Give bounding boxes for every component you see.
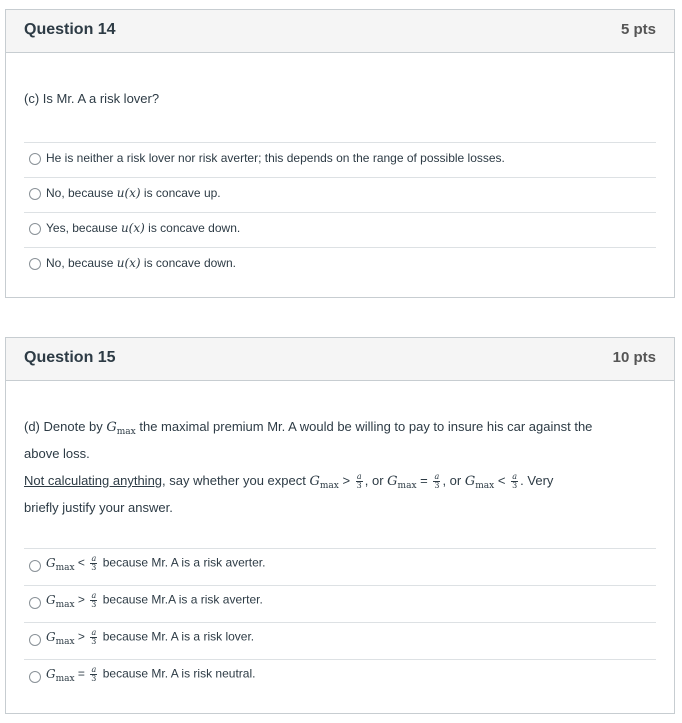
radio-button[interactable]: [29, 188, 41, 200]
answer-label: $G_{max}$ > $\frac{a}{3}$ because Mr.A is a risk averter.: [46, 591, 263, 610]
answer-list: [24, 142, 656, 282]
answer-option[interactable]: [24, 659, 656, 696]
question-title: Question 14: [24, 21, 116, 38]
answer-label: $G_{max}$ = $\frac{a}{3}$ because Mr. A is risk neutral.: [46, 665, 256, 684]
radio-button[interactable]: [29, 634, 41, 646]
question-instruction: Not calculating anything, say whether you expect $G_{max}$ > $\frac{a}{3}$ , or $G_{max}$ = $\frac{a}{3}$ , or $G_{max}$ < $\frac{a}{3}$ . Very briefly justify your answer.: [24, 472, 554, 515]
answer-option[interactable]: [24, 548, 656, 585]
radio-button[interactable]: [29, 153, 41, 165]
answer-label: $G_{max}$ < $\frac{a}{3}$ because Mr. A is a risk averter.: [46, 554, 266, 573]
radio-button[interactable]: [29, 597, 41, 609]
answer-option[interactable]: [24, 142, 656, 177]
answer-label: Yes, because u(x) is concave down.: [46, 221, 241, 235]
radio-button[interactable]: [29, 223, 41, 235]
question-header: [6, 338, 674, 381]
question-15-card: [5, 337, 675, 714]
answer-option[interactable]: [24, 212, 656, 247]
question-prompt: (d) Denote by $G_{max}$ the maximal premium Mr. A would be willing to pay to insure his car against the above loss.: [24, 419, 593, 461]
answer-option[interactable]: [24, 622, 656, 659]
question-prompt: (c) Is Mr. A a risk lover?: [24, 91, 160, 106]
answer-label: No, because u(x) is concave down.: [46, 256, 236, 270]
answer-option[interactable]: [24, 177, 656, 212]
question-14-card: [5, 9, 675, 298]
answer-option[interactable]: [24, 247, 656, 282]
answer-label: He is neither a risk lover nor risk averter; this depends on the range of possible losses.: [46, 151, 505, 165]
answer-label: $G_{max}$ > $\frac{a}{3}$ because Mr. A is a risk lover.: [46, 628, 255, 647]
answer-option[interactable]: [24, 585, 656, 622]
radio-button[interactable]: [29, 560, 41, 572]
question-title: Question 15: [24, 349, 116, 366]
radio-button[interactable]: [29, 671, 41, 683]
answer-label: No, because u(x) is concave up.: [46, 186, 221, 200]
question-header: [6, 10, 674, 53]
question-points: 5 pts: [620, 21, 656, 38]
answer-list: [24, 548, 656, 696]
radio-button[interactable]: [29, 258, 41, 270]
question-points: 10 pts: [612, 349, 656, 366]
